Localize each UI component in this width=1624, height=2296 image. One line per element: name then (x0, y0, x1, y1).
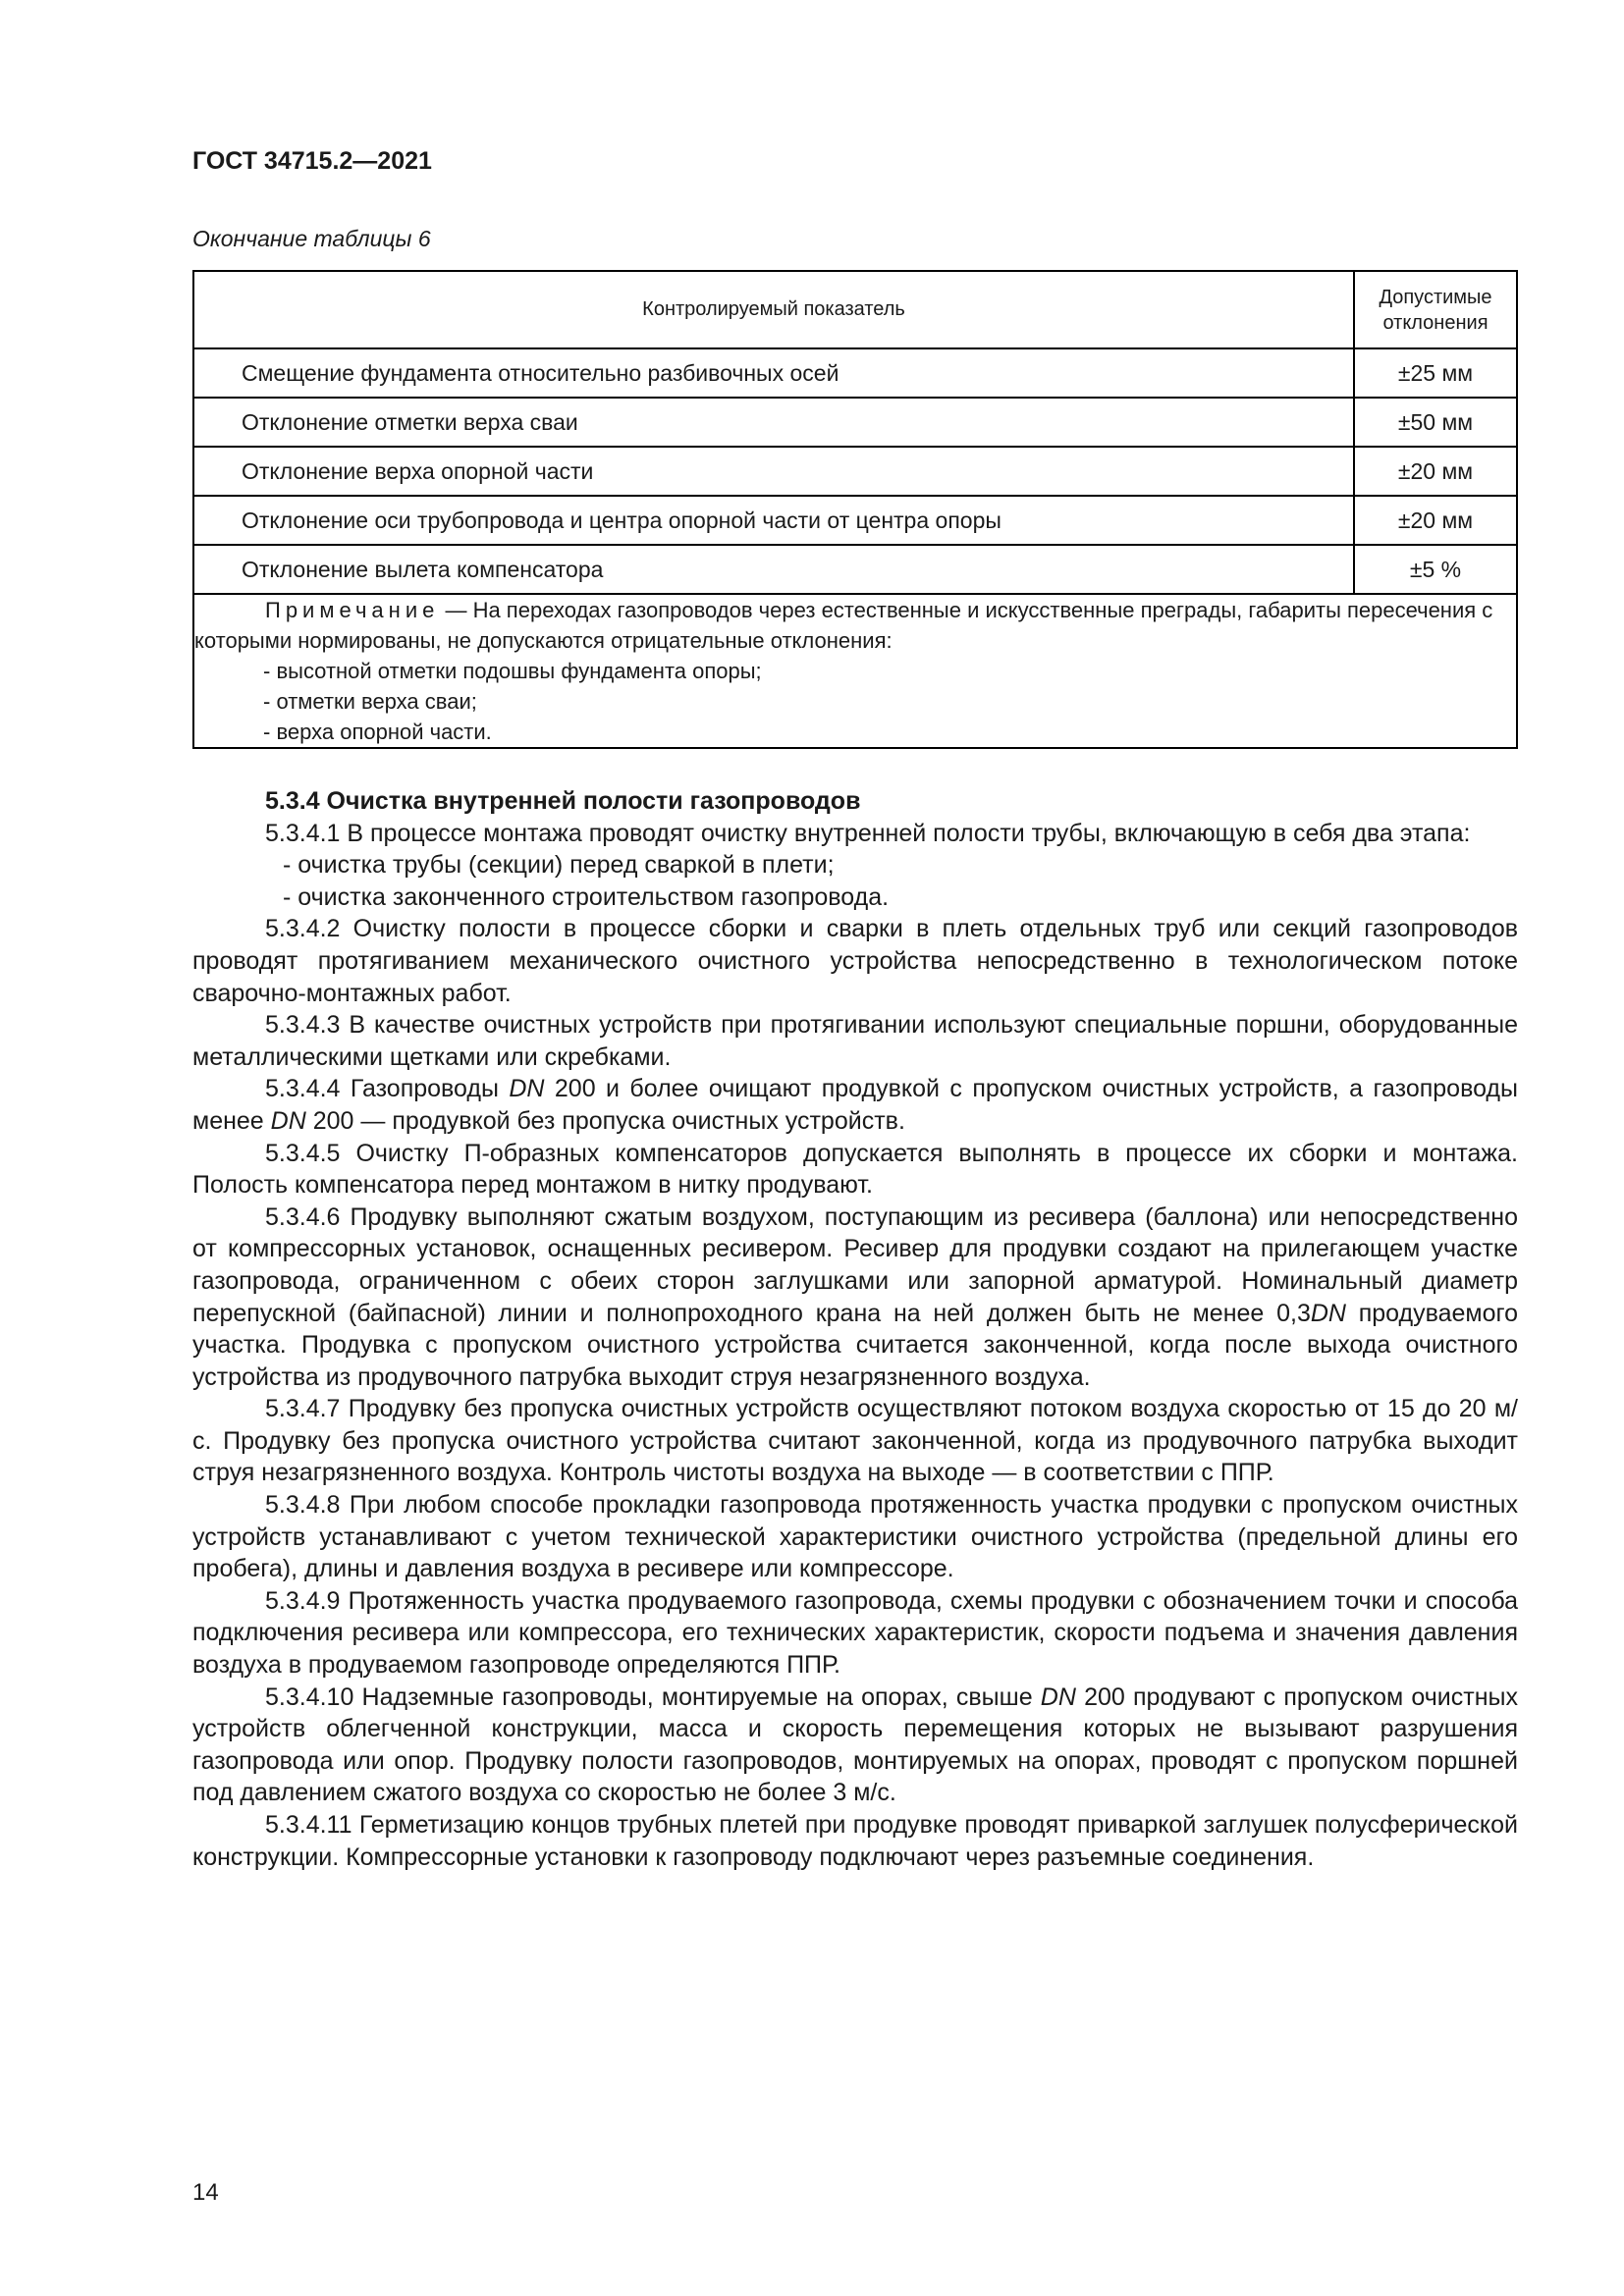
note-list-item: - верха опорной части. (263, 720, 492, 744)
tolerance-cell: ±5 % (1354, 545, 1517, 594)
table-caption: Окончание таблицы 6 (192, 226, 431, 251)
indicator-cell: Смещение фундамента относительно разбивочных осей (193, 348, 1354, 398)
note-label: Примечание (265, 598, 440, 622)
column-header-tolerance-line2: отклонения (1382, 311, 1489, 334)
tolerance-cell: ±25 мм (1354, 348, 1517, 398)
note-list-item: - высотной отметки подошвы фундамента опоры; (263, 659, 762, 683)
table-header-row (193, 271, 1517, 348)
text-fragment: 200 — продувкой без пропуска очистных устройств. (305, 1106, 905, 1135)
tolerance-cell: ±50 мм (1354, 398, 1517, 447)
table-row (193, 496, 1517, 545)
paragraph-5-3-4-7: 5.3.4.7 Продувку без пропуска очистных устройств осуществляют потоком воздуха скоростью от 15 до 20 м/с. Продувку без пропуска очистного устройства считают законченной, когда из продувочного патрубка выходит струя незагрязненного воздуха. Контроль чистоты воздуха на выходе — в соответствии с ППР. (192, 1395, 1518, 1487)
table-6 (192, 270, 1518, 749)
text-fragment: 200 продувают с пропуском очистных устройств облегченной конструкции, масса и скорость перемещения которых не вызывают разрушения газопровода или опор. Продувку полости газопроводов, монтируемых на опорах, проводят с пропуском поршней под давлением сжатого воздуха со скоростью не более 3 м/с. (192, 1682, 1518, 1807)
table-row (193, 398, 1517, 447)
text-fragment: 5.3.4.10 Надземные газопроводы, монтируемые на опорах, свыше (265, 1682, 1041, 1711)
paragraph-5-3-4-2: 5.3.4.2 Очистку полости в процессе сборки и сварки в плеть отдельных труб или секций газопроводов проводят протягиванием механического очистного устройства непосредственно в технологическом потоке сварочно-монтажных работ. (192, 915, 1518, 1007)
indicator-cell: Отклонение верха опорной части (193, 447, 1354, 496)
column-header-tolerance (1354, 271, 1517, 348)
paragraph-5-3-4-11: 5.3.4.11 Герметизацию концов трубных плетей при продувке проводят приваркой заглушек полусферической конструкции. Компрессорные установки к газопроводу подключают через разъемные соединения. (192, 1811, 1518, 1871)
note-list-item: - отметки верха сваи; (263, 689, 477, 714)
dn-symbol: DN (509, 1075, 545, 1103)
dn-symbol: DN (1310, 1299, 1346, 1327)
tolerance-cell: ±20 мм (1354, 447, 1517, 496)
column-header-indicator: Контролируемый показатель (193, 271, 1354, 348)
dn-symbol: DN (270, 1106, 306, 1135)
tolerance-cell: ±20 мм (1354, 496, 1517, 545)
paragraph-5-3-4-3: 5.3.4.3 В качестве очистных устройств при протягивании используют специальные поршни, оборудованные металлическими щетками или скребками. (192, 1011, 1518, 1071)
paragraph-5-3-4-10 (192, 1682, 1518, 1809)
list-item: - очистка законченного строительством газопровода. (283, 882, 890, 911)
table-row (193, 447, 1517, 496)
indicator-cell: Отклонение отметки верха сваи (193, 398, 1354, 447)
indicator-cell: Отклонение оси трубопровода и центра опорной части от центра опоры (193, 496, 1354, 545)
table-row (193, 545, 1517, 594)
text-fragment: продуваемого участка. Продувка с пропуском очистного устройства считается законченной, когда после выхода очистного устройства из продувочного патрубка выходит струя незагрязненного воздуха. (192, 1299, 1518, 1391)
section-heading: 5.3.4 Очистка внутренней полости газопроводов (265, 787, 861, 815)
table-note-row (193, 594, 1517, 748)
text-fragment: 200 и более очищают продувкой с пропуском очистных устройств, а газопроводы менее (192, 1075, 1518, 1135)
text-fragment: 5.3.4.4 Газопроводы (265, 1075, 510, 1103)
column-header-tolerance-line1: Допустимые (1379, 286, 1492, 308)
note-body: — На переходах газопроводов через естественные и искусственные преграды, габариты пересечения с которыми нормированы, не допускаются отрицательные отклонения: (194, 598, 1493, 653)
paragraph-5-3-4-9: 5.3.4.9 Протяженность участка продуваемого газопровода, схемы продувки с обозначением точки и способа подключения ресивера или компрессора, его технических характеристик, скорости подъема и значения давления воздуха в продуваемом газопроводе определяются ППР. (192, 1586, 1518, 1680)
page-number: 14 (192, 2179, 219, 2206)
indicator-cell: Отклонение вылета компенсатора (193, 545, 1354, 594)
paragraph-5-3-4-6 (192, 1201, 1518, 1394)
document-header: ГОСТ 34715.2—2021 (192, 147, 432, 175)
note-text (194, 595, 1516, 656)
text-fragment: 5.3.4.6 Продувку выполняют сжатым воздухом, поступающим из ресивера (баллона) или непосредственно от компрессорных установок, оснащенных ресивером. Ресивер для продувки создают на прилегающем участке газопровода, ограниченном с обеих сторон заглушками или запорной арматурой. Номинальный диаметр перепускной (байпасной) линии и полнопроходного крана на ней должен быть не менее 0,3 (192, 1202, 1518, 1327)
paragraph-5-3-4-4 (192, 1073, 1518, 1137)
table-note (193, 594, 1517, 748)
section-body (192, 785, 1518, 1873)
paragraph-5-3-4-8: 5.3.4.8 При любом способе прокладки газопровода протяженность участка продувки с пропуском очистных устройств устанавливают с учетом технической характеристики очистного устройства (предельной длины его пробега), длины и давления воздуха в ресивере или компрессоре. (192, 1491, 1518, 1583)
table-row (193, 348, 1517, 398)
dn-symbol: DN (1040, 1682, 1076, 1711)
paragraph-5-3-4-5: 5.3.4.5 Очистку П-образных компенсаторов допускается выполнять в процессе их сборки и монтажа. Полость компенсатора перед монтажом в нитку продувают. (192, 1139, 1518, 1200)
paragraph-5-3-4-1: 5.3.4.1 В процессе монтажа проводят очистку внутренней полости трубы, включающую в себя два этапа: (265, 819, 1471, 847)
list-item: - очистка трубы (секции) перед сваркой в плети; (283, 851, 835, 880)
